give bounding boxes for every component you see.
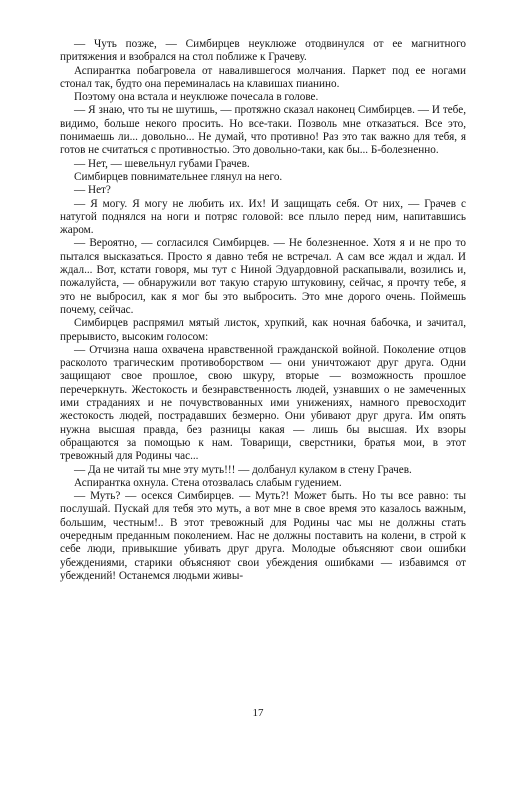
paragraph: Поэтому она встала и неуклюже почесала в голове.	[74, 91, 319, 104]
paragraph: — Вероятно, — согласился Симбирцев. — Не болезненное. Хотя я и не про то пытался высказаться. Просто я давно тебя не встречал. А сам все ждал и ждал. И ждал... Вот, кстати говоря, мы тут с Ниной Эдуардовной раскапывали, возились и, пожалуйста, — обнаружили вот такую старую штуковину, сейчас, я прочту тебе, я это не выбросил, как я мог бы это выбросить. Это мне дорого очень. Поймешь почему, сейчас.	[60, 237, 466, 316]
paragraph: — Отчизна наша охвачена нравственной гражданской войной. Поколение отцов расколото трагическим противоборством — они уничтожают друг друга. Одни защищают свое прошлое, свою шкуру, вторые — возможность прошлое перечеркнуть. Жестокость и безнравственность людей, узнавших о не замеченных ими страданиях и не почувствованных ими унижениях, намного превосходит жестокость людей, пострадавших безмерно. Они убивают друг друга. Им опять нужна высшая правда, без разницы какая — лишь бы высшая. Их взоры обращаются за помощью к нам. Товарищи, сверстники, братья мои, в этот тревожный для Родины час...	[60, 343, 466, 463]
paragraph: Симбирцев повнимательнее глянул на него.	[74, 170, 283, 183]
paragraph: — Чуть позже, — Симбирцев неуклюже отодвинулся от ее магнитного притяжения и взобрался на стол поближе к Грачеву.	[60, 38, 466, 64]
paragraph: — Нет?	[74, 184, 111, 197]
page-number: 17	[252, 707, 264, 719]
paragraph: — Дa не читай ты мне эту муть!!! — долбанул кулаком в стену Грачев.	[74, 463, 412, 476]
paragraph: Симбирцев распрямил мятый листок, хрупкий, как ночная бабочка, и зачитал, прерывисто, высоким голосом:	[60, 317, 466, 343]
page-text	[60, 38, 466, 583]
paragraph: Аспирантка охнула. Стена отозвалась слабым гудением.	[74, 476, 342, 489]
paragraph: — Я могу. Я могу не любить их. Их! И защищать себя. От них, — Грачев с натугой поднялся на ноги и потряс головой: все плыло перед ним, напитавшись жаром.	[60, 197, 466, 237]
paragraph: — Муть? — осекся Симбирцев. — Муть?! Может быть. Но ты все равно: ты послушай. Пускай для тебя это муть, а вот мне в свое время это казалось важным, большим, честным!.. В этот тревожный для Родины час мы не должны стать очередным преданным поколением. Нас не должны поставить на колени, в строй к себе люди, привыкшие убивать друг друга. Молодые объясняют свои ошибки убеждениями, старики объясняют свои убеждения ошибками — избавимся от убеждений! Останемся людьми живы-	[60, 490, 466, 582]
paragraph: — Я знаю, что ты не шутишь, — протяжно сказал наконец Симбирцев. — И тебе, видимо, больше некого просить. Но все-таки. Позволь мне отказаться. Все это, понимаешь ли... довольно... Не думай, что противно! Раз это так важно для тебя, я готов не считаться с противностью. Это довольно-таки, как бы... Б-болезненно.	[60, 104, 466, 157]
paragraph: Аспирантка побагровела от навалившегося молчания. Паркет под ее ногами стонал так, будто она переминалась на клавишах пианино.	[60, 64, 466, 90]
paragraph: — Нет, — шевельнул губами Грачев.	[74, 157, 250, 170]
